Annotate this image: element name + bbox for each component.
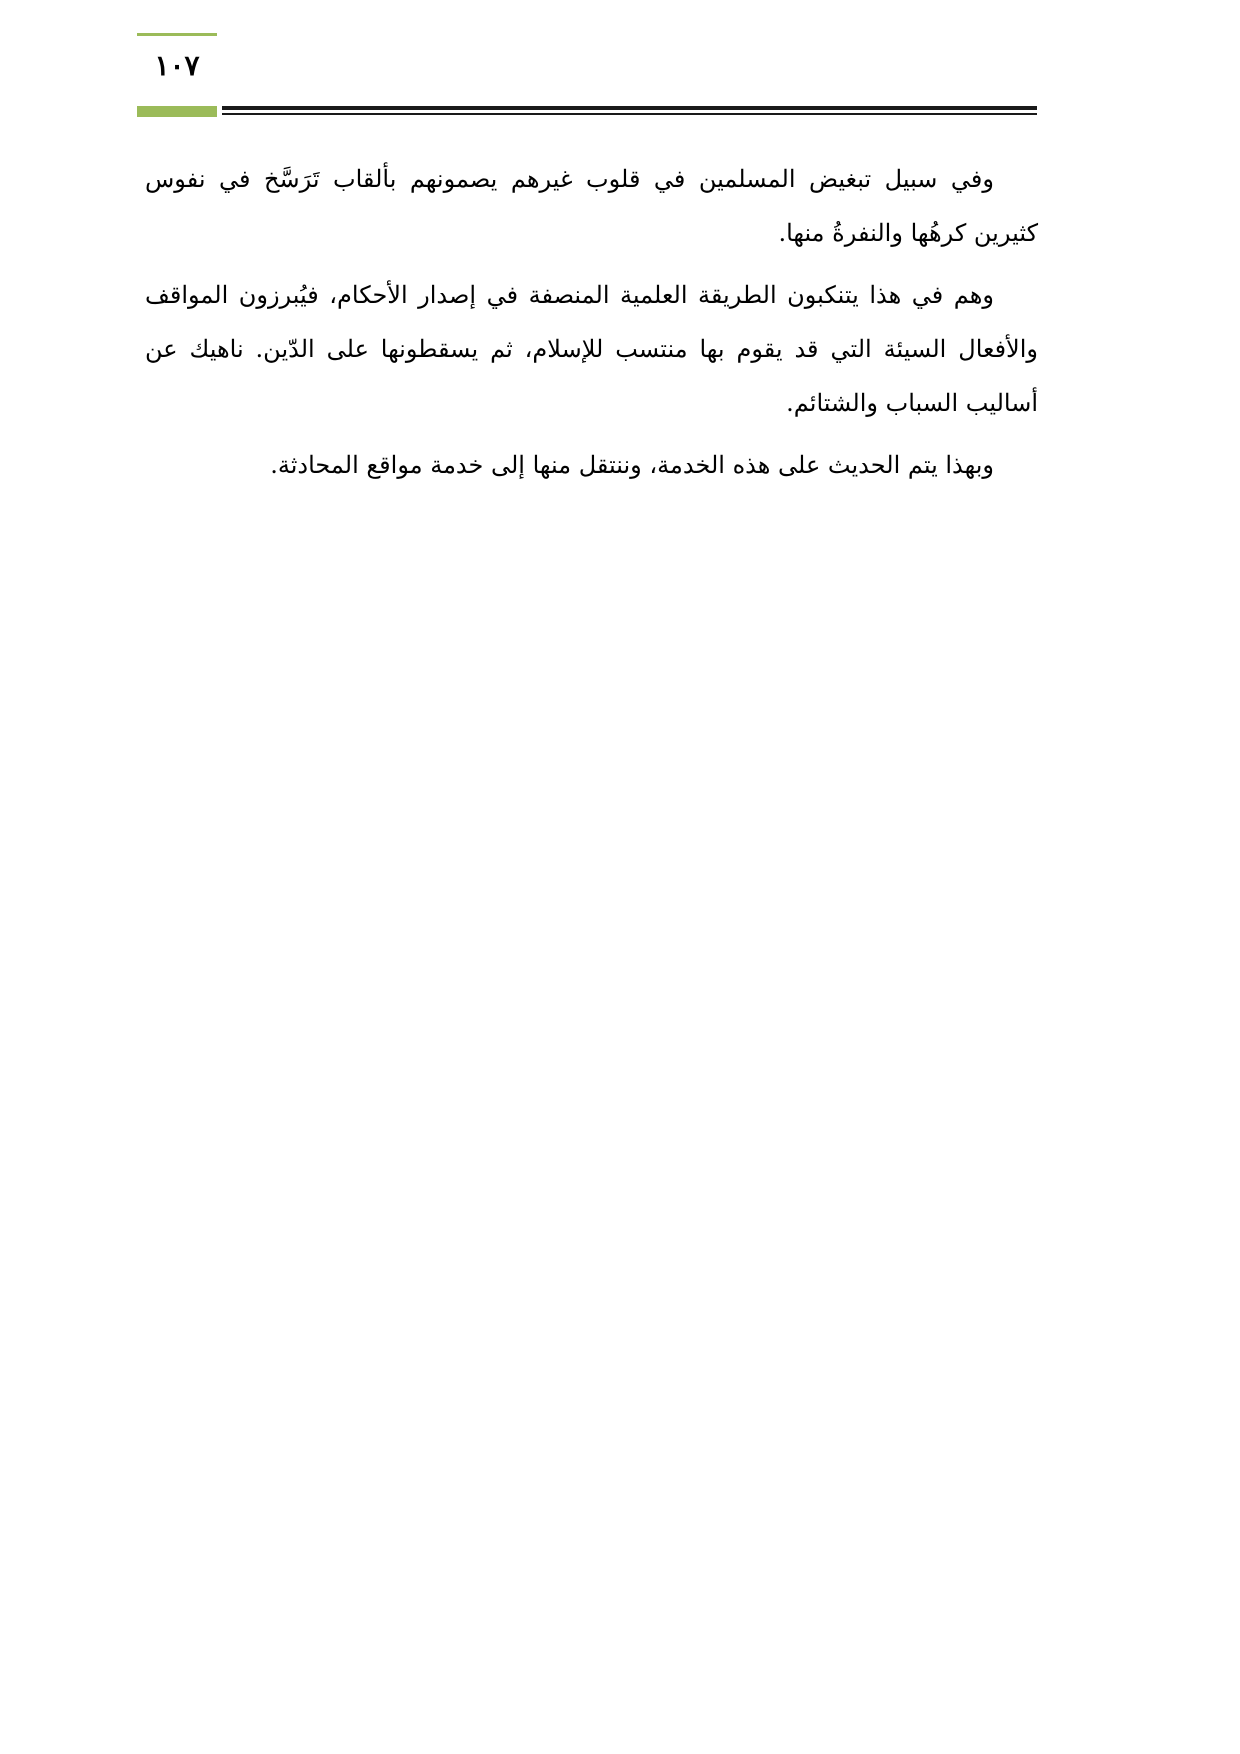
paragraph: وبهذا يتم الحديث على هذه الخدمة، وننتقل منها إلى خدمة مواقع المحادثة. xyxy=(270,451,994,479)
page-number: ١٠٧ xyxy=(154,49,200,82)
header-double-rule xyxy=(222,106,1037,117)
body-text xyxy=(145,152,1038,500)
paragraph: وفي سبيل تبغيض المسلمين في قلوب غيرهم يصمونهم بألقاب تَرَسَّخ في نفوس كثيرين كرهُها والنفرةُ منها. xyxy=(145,165,1038,247)
paragraph: وهم في هذا يتنكبون الطريقة العلمية المنصفة في إصدار الأحكام، فيُبرزون المواقف والأفعال السيئة التي قد يقوم بها منتسب للإسلام، ثم يسقطونها على الدّين. ناهيك عن أساليب السباب والشتائم. xyxy=(145,281,1039,417)
header-rule-thin-line xyxy=(222,113,1037,115)
header-rule-thick-line xyxy=(222,106,1037,110)
page-number-top-rule xyxy=(137,33,217,36)
page-number-accent-bar xyxy=(137,106,217,117)
